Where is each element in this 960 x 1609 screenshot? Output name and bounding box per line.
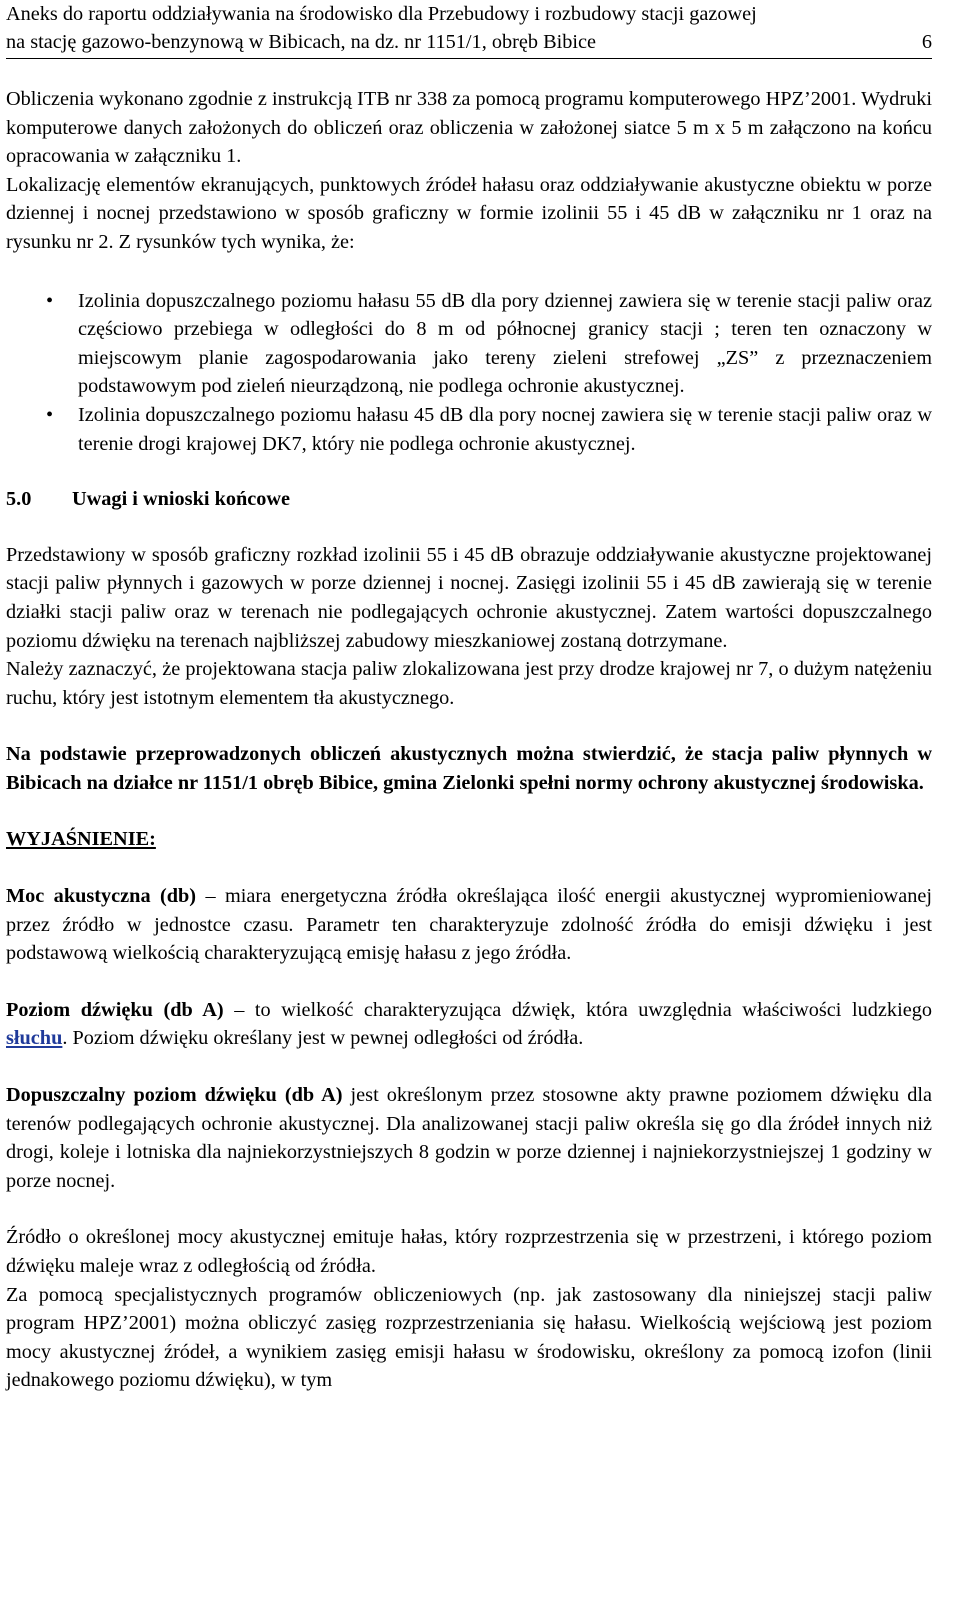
term-poziom: Poziom dźwięku (db A) xyxy=(6,998,224,1021)
term-dopuszczalny: Dopuszczalny poziom dźwięku (db A) xyxy=(6,1084,343,1107)
header-line-2: na stację gazowo-benzynową w Bibicach, na dz. nr 1151/1, obręb Bibice xyxy=(6,31,597,53)
intro-paragraph-2: Lokalizację elementów ekranujących, punktowych źródeł hałasu oraz oddziaływanie akustyczne obiektu w porze dziennej i nocnej przedstawiono w sposób graficzny w formie izolinii 55 i 45 dB w załączniku nr 1 oraz na rysunku nr 2. Z rysunków tych wynika, że: xyxy=(6,173,932,253)
section-heading xyxy=(6,485,932,514)
definition-moc: Moc akustyczna (db) – miara energetyczna źródła określająca ilość energii akustycznej wypromieniowanej przez źródło w jednostce czasu. Parametr ten charakteryzuje zdolność źródła do emisji dźwięku i jest podstawową wielkością charakteryzującą emisję hałasu z jego źródła. xyxy=(6,885,932,965)
source-paragraph-1: Źródło o określonej mocy akustycznej emituje hałas, który rozprzestrzenia się w przestrzeni, i którego poziom dźwięku maleje wraz z odległością od źródła. xyxy=(6,1226,932,1277)
bullet-icon: • xyxy=(46,403,54,426)
findings-list xyxy=(6,287,932,459)
explanation-heading: WYJAŚNIENIE: xyxy=(6,828,156,851)
definition-dopuszczalny: Dopuszczalny poziom dźwięku (db A) jest określonym przez stosowne akty prawne poziomem dźwięku dla terenów podlegających ochronie akustycznej. Dla analizowanej stacji paliw określa się go dla źródeł innych niż drogi, koleje i lotniska dla najniekorzystniejszych 8 godzin w porze dziennej i najniekorzystniejszej 1 godziny w porze nocnej. xyxy=(6,1084,933,1192)
conclusion-paragraph-2: Należy zaznaczyć, że projektowana stacja paliw zlokalizowana jest przy drodze krajowej nr 7, o dużym natężeniu ruchu, który jest istotnym elementem tła akustycznego. xyxy=(6,658,932,709)
section-number: 5.0 xyxy=(6,488,32,511)
conclusion-paragraph-1: Przedstawiony w sposób graficzny rozkład izolinii 55 i 45 dB obrazuje oddziaływanie akustyczne projektowanej stacji paliw płynnych i gazowych w porze dziennej i nocnej. Zasięgi izolinii 55 i 45 dB zawierają się w terenie działki stacji paliw oraz w terenach nie podlegających ochronie akustycznej. Zatem wartości dopuszczalnego poziomu dźwięku na terenach najbliższej zabudowy mieszkaniowej zostaną dotrzymane. xyxy=(6,543,932,652)
conclusion-bold: Na podstawie przeprowadzonych obliczeń akustycznych można stwierdzić, że stacja paliw płynnych w Bibicach na działce nr 1151/1 obręb Bibice, gmina Zielonki spełni normy ochrony akustycznej środowiska. xyxy=(6,743,932,794)
intro-paragraph-1: Obliczenia wykonano zgodnie z instrukcją ITB nr 338 za pomocą programu komputerowego HPZ’2001. Wydruki komputerowe danych założonych do obliczeń oraz obliczenia w założonej siatce 5 m x 5 m załączono na końcu opracowania w załączniku 1. xyxy=(6,88,932,168)
list-item: • Izolinia dopuszczalnego poziomu hałasu 45 dB dla pory nocnej zawiera się w terenie stacji paliw oraz w terenie drogi krajowej DK7, który nie podlega ochronie akustycznej. xyxy=(6,401,932,458)
bullet-icon: • xyxy=(46,289,54,312)
sluchu-link[interactable]: słuchu xyxy=(6,1027,63,1050)
list-item: • Izolinia dopuszczalnego poziomu hałasu 55 dB dla pory dziennej zawiera się w terenie stacji paliw oraz częściowo przebiega w odległości do 8 m od północnej granicy stacji ; teren ten oznaczony w miejscowym planie zagospodarowania jako tereny zieleni strefowej „ZS” z przeznaczeniem podstawowym pod zieleń nieurządzoną, nie podlega ochronie akustycznej. xyxy=(6,287,932,401)
document-page xyxy=(6,0,932,1395)
section-title: Uwagi i wnioski końcowe xyxy=(72,488,291,511)
page-header xyxy=(6,0,932,59)
header-line-1: Aneks do raportu oddziaływania na środowisko dla Przebudowy i rozbudowy stacji gazowej xyxy=(6,3,757,25)
term-moc: Moc akustyczna (db) xyxy=(6,885,197,908)
definition-poziom: Poziom dźwięku (db A) – to wielkość charakteryzująca dźwięk, która uwzględnia właściwości ludzkiego słuchu. Poziom dźwięku określany jest w pewnej odległości od źródła. xyxy=(6,998,932,1050)
source-paragraph-2: Za pomocą specjalistycznych programów obliczeniowych (np. jak zastosowany dla niniejszej stacji paliw program HPZ’2001) można obliczyć zasięg rozprzestrzeniania się hałasu. Wielkością wejściową jest poziom mocy akustycznej źródeł, a wynikiem zasięg emisji hałasu w środowisku, określony za pomocą izofon (linii jednakowego poziomu dźwięku), w tym xyxy=(6,1283,932,1392)
page-number: 6 xyxy=(921,31,932,53)
